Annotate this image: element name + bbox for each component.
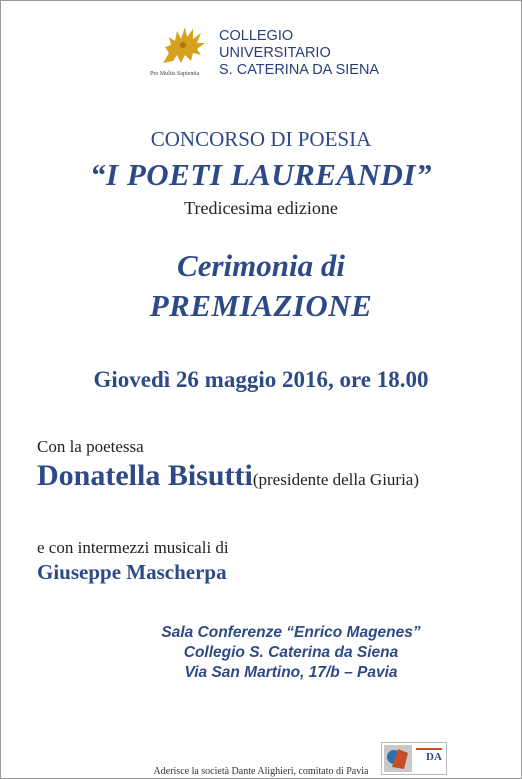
- college-motto: Pro Multis Sapientia: [150, 71, 200, 77]
- edition-label: Tredicesima edizione: [184, 198, 338, 218]
- musician-name: Giuseppe Mascherpa: [37, 560, 227, 584]
- venue-line: Collegio S. Caterina da Siena: [183, 644, 399, 661]
- poetess-name: Donatella Bisutti: [37, 459, 253, 492]
- college-line: UNIVERSITARIO: [219, 45, 331, 61]
- venue-block: [1, 623, 521, 683]
- college-line: COLLEGIO: [219, 28, 294, 44]
- contest-heading: CONCORSO DI POESIA: [150, 127, 372, 151]
- griffin-logo-icon: [155, 23, 209, 67]
- venue-line: Sala Conferenze “Enrico Magenes”: [161, 624, 421, 641]
- poetess-line: [37, 459, 419, 493]
- contest-title: “I POETI LAUREANDI”: [90, 157, 432, 192]
- ceremony-heading: Cerimonia di: [177, 248, 345, 283]
- poetess-role: (presidente della Giuria): [252, 470, 420, 489]
- footer-note: Aderisce la società Dante Alighieri, comitato di Pavia: [153, 766, 369, 777]
- music-label: e con intermezzi musicali di: [37, 538, 229, 557]
- badge-label: DA: [426, 751, 442, 763]
- venue-line: Via San Martino, 17/b – Pavia: [184, 664, 398, 681]
- event-datetime: Giovedì 26 maggio 2016, ore 18.00: [93, 367, 429, 392]
- college-line: S. CATERINA DA SIENA: [219, 62, 380, 78]
- poetess-label: Con la poetessa: [37, 437, 144, 456]
- ceremony-title: PREMIAZIONE: [149, 288, 373, 323]
- college-name: [219, 28, 379, 79]
